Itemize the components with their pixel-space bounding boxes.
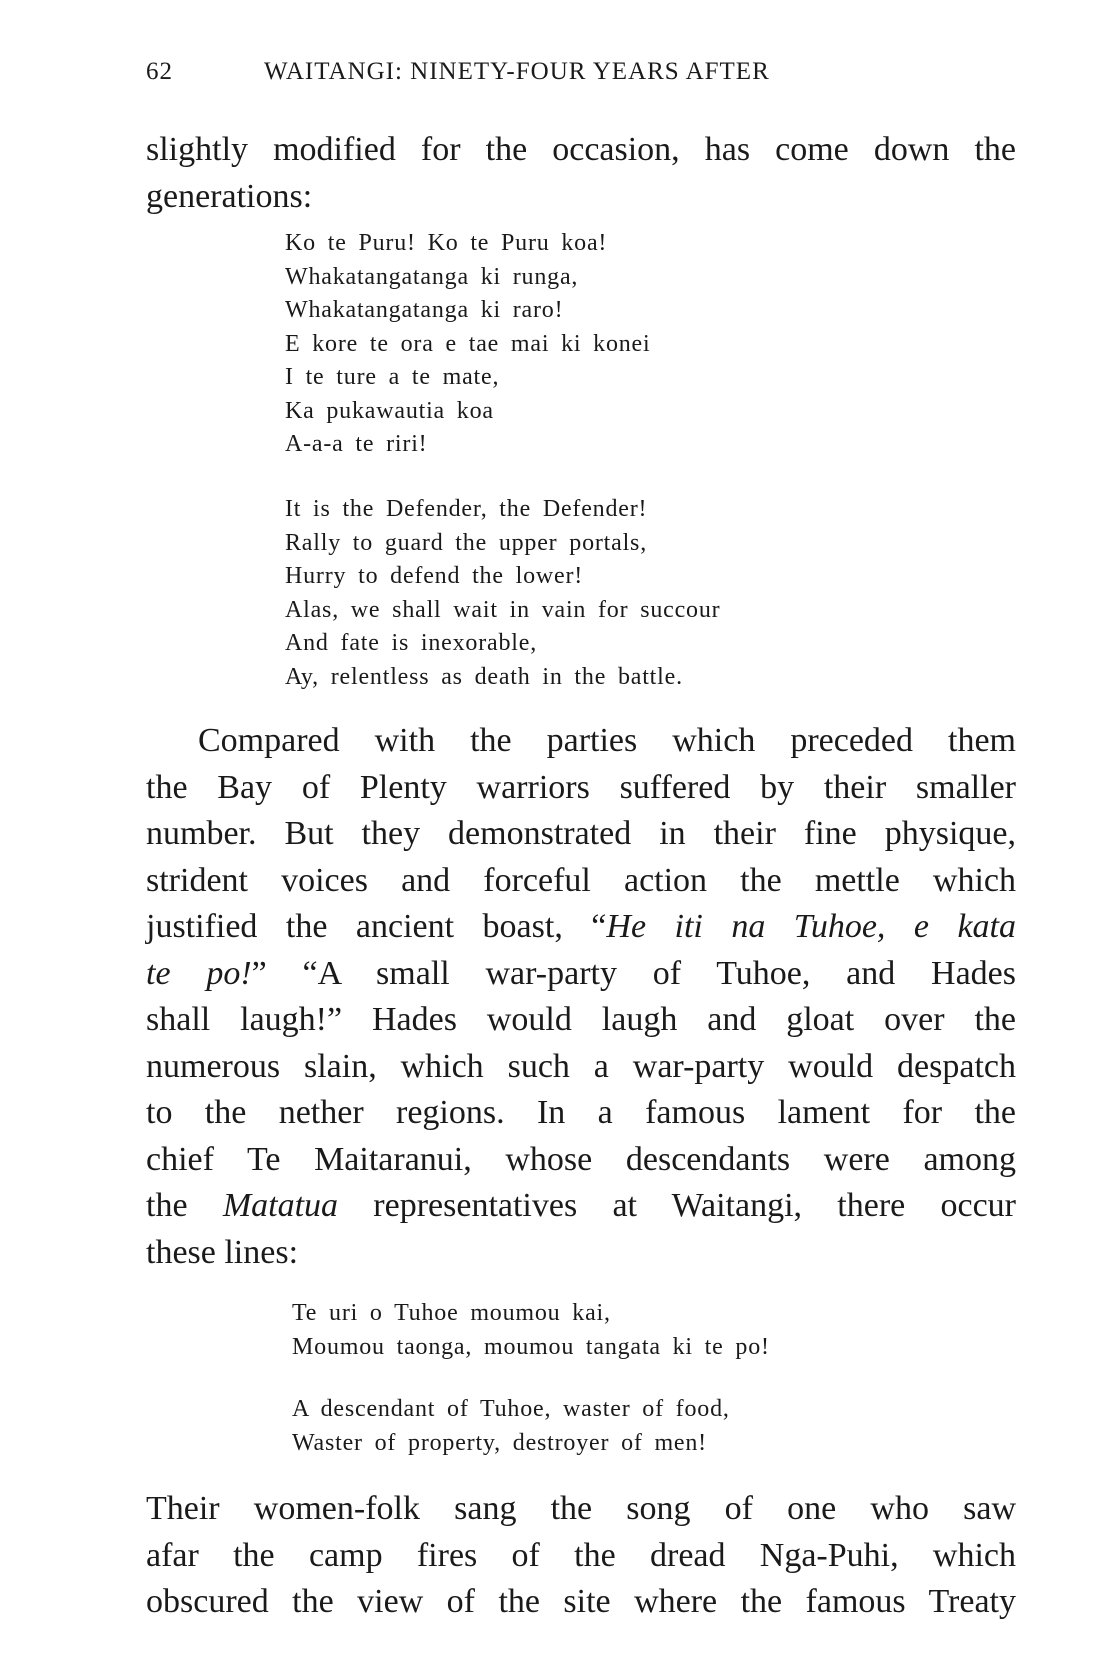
verse-line: Waster of property, destroyer of men! xyxy=(292,1429,707,1456)
text-line: these lines: xyxy=(146,1233,299,1271)
closing-paragraph xyxy=(146,1486,1016,1626)
text-line: strident voices and forceful action the mettle which xyxy=(146,861,1016,899)
text-run: justified the ancient boast, “ xyxy=(146,908,607,945)
running-title: WAITANGI: NINETY-FOUR YEARS AFTER xyxy=(264,58,770,85)
text-line: generations: xyxy=(146,177,313,215)
verse-line: Whakatangatanga ki raro! xyxy=(285,297,564,323)
main-paragraph xyxy=(146,718,1016,1276)
intro-paragraph xyxy=(146,127,1016,220)
maori-quote: He iti na Tuhoe, e kata xyxy=(606,908,1016,945)
verse-line: Ay, relentless as death in the battle. xyxy=(285,663,683,690)
verse-line: Ko te Puru! Ko te Puru koa! xyxy=(285,230,608,256)
verse-line: I te ture a te mate, xyxy=(285,364,500,390)
text-run: representatives at Waitangi, there occur xyxy=(338,1187,1016,1224)
verse-line: Te uri o Tuhoe moumou kai, xyxy=(292,1300,611,1326)
text-run: the xyxy=(146,1187,223,1224)
page-number: 62 xyxy=(146,58,173,85)
text-line: to the nether regions. In a famous lament for the xyxy=(146,1094,1016,1131)
verse-line: Alas, we shall wait in vain for succour xyxy=(285,596,721,623)
haka-english-verse xyxy=(285,493,720,694)
text-line: Compared with the parties which preceded them xyxy=(198,722,1016,759)
verse-line: Whakatangatanga ki runga, xyxy=(285,263,579,290)
text-line xyxy=(146,1183,1016,1230)
verse-line: Ka pukawautia koa xyxy=(285,397,494,424)
maori-quote: te po! xyxy=(146,954,252,992)
verse-line: Hurry to defend the lower! xyxy=(285,563,584,589)
text-line: afar the camp fires of the dread Nga-Puhi, which xyxy=(146,1536,1016,1574)
text-line xyxy=(146,951,1016,998)
canoe-name: Matatua xyxy=(222,1187,339,1224)
text-line xyxy=(146,904,1016,951)
text-line: Their women-folk sang the song of one who saw xyxy=(146,1490,1016,1527)
text-line: chief Te Maitaranui, whose descendants were among xyxy=(146,1140,1016,1178)
verse-line: A descendant of Tuhoe, waster of food, xyxy=(292,1396,730,1422)
text-line: the Bay of Plenty warriors suffered by their smaller xyxy=(146,768,1016,806)
text-line: obscured the view of the site where the famous Treaty xyxy=(146,1583,1016,1620)
verse-line: It is the Defender, the Defender! xyxy=(285,496,648,522)
verse-line: A-a-a te riri! xyxy=(285,431,428,457)
text-run: ” “A small war-party of Tuhoe, and Hades xyxy=(251,954,1016,992)
text-line: numerous slain, which such a war-party would despatch xyxy=(146,1047,1016,1085)
running-head xyxy=(146,58,886,86)
verse-line: And fate is inexorable, xyxy=(285,630,537,656)
verse-line: Rally to guard the upper portals, xyxy=(285,529,647,556)
lament-english-verse xyxy=(292,1393,730,1460)
lament-maori-verse xyxy=(292,1297,770,1364)
text-line: number. But they demonstrated in their fine physique, xyxy=(146,815,1016,852)
verse-line: Moumou taonga, moumou tangata ki te po! xyxy=(292,1333,770,1360)
verse-line: E kore te ora e tae mai ki konei xyxy=(285,330,651,357)
haka-maori-verse xyxy=(285,227,650,462)
text-line: shall laugh!” Hades would laugh and gloat over the xyxy=(146,1001,1016,1038)
text-line: slightly modified for the occasion, has come down the xyxy=(146,131,1016,168)
